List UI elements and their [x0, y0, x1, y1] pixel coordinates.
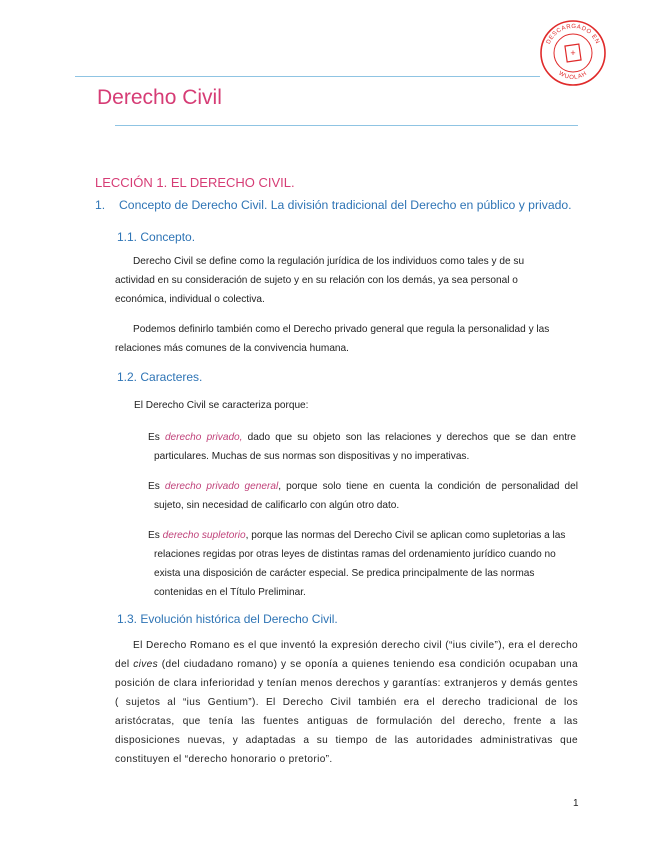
header-top-rule [75, 76, 540, 77]
characteristic-term: derecho privado general [164, 481, 279, 492]
characteristics-intro: El Derecho Civil se caracteriza porque: [134, 400, 309, 411]
characteristic-item [148, 526, 578, 602]
section-1-heading [95, 198, 572, 212]
characteristic-item [148, 477, 578, 515]
document-title: Derecho Civil [97, 86, 222, 109]
stamp-top-text: DESCARGADO EN [545, 23, 601, 46]
history-paragraph [115, 636, 578, 769]
history-text-b: (del ciudadano romano) y se oponía a quienes teniendo esa condición ocupaban una posición de clara inferioridad y tenían menos derechos y garantías: extranjeros y demás gentes ( sujetos al “ius Gentium”). El Derecho Civil también era el derecho tradicional de los aristócratas, que tenía las fuentes antiguas de formulación del derecho, frente a las disposiciones nuevas, y adaptadas a su tiempo de las autoridades administrativas que constituyen el “derecho honorario o pretorio”. [115, 659, 578, 765]
characteristic-term: derecho privado, [164, 432, 243, 443]
stamp-center-text: + [570, 48, 576, 58]
characteristic-item-text: , porque las normas del Derecho Civil se aplican como supletorias a las relaciones regidas por otras leyes de distintas ramas del ordenamiento jurídico cuando no exista una disposición de carácter especial. Se predica principalmente de las normas contenidas en el Título Preliminar. [154, 530, 566, 598]
header-bottom-rule [115, 125, 578, 126]
lesson-heading: LECCIÓN 1. EL DERECHO CIVIL. [95, 175, 295, 190]
subsection-1-1-heading: 1.1. Concepto. [117, 230, 196, 244]
characteristic-item-text: dado que su objeto son las relaciones y derechos que se dan entre particulares. Muchas de sus normas son dispositivas y no imperativas. [154, 432, 576, 462]
history-term-cives: cives [133, 659, 159, 670]
concept-paragraph-2: Podemos definirlo también como el Derecho privado general que regula la personalidad y las relaciones más comunes de la convivencia humana. [115, 324, 550, 354]
characteristic-item-text: , porque solo tiene en cuenta la condición de personalidad del sujeto, sin necesidad de calificarlo con algún otro dato. [154, 481, 578, 511]
characteristic-term: derecho supletorio [162, 530, 246, 541]
characteristic-item-prefix: Es [148, 481, 165, 492]
characteristic-item-prefix: Es [148, 530, 163, 541]
concept-paragraph-1: Derecho Civil se define como la regulación jurídica de los individuos como tales y de su actividad en su consideración de sujeto y en su relación con los demás, ya sea personal o económica, individual o colectiva. [115, 256, 525, 305]
characteristic-item [148, 428, 576, 466]
page-number: 1 [573, 798, 579, 809]
subsection-1-2-heading: 1.2. Caracteres. [117, 370, 203, 384]
stamp-bottom-text: WUOLAH [557, 70, 589, 82]
section-1-title: Concepto de Derecho Civil. La división tradicional del Derecho en público y privado. [119, 198, 572, 212]
download-stamp-icon [538, 18, 608, 88]
section-1-number: 1. [95, 198, 106, 212]
history-text-a: El Derecho Romano es el que inventó la expresión derecho civil (“ius civile”), era el derecho del [115, 640, 578, 670]
characteristic-item-prefix: Es [148, 432, 165, 443]
subsection-1-3-heading: 1.3. Evolución histórica del Derecho Civil. [117, 612, 338, 626]
